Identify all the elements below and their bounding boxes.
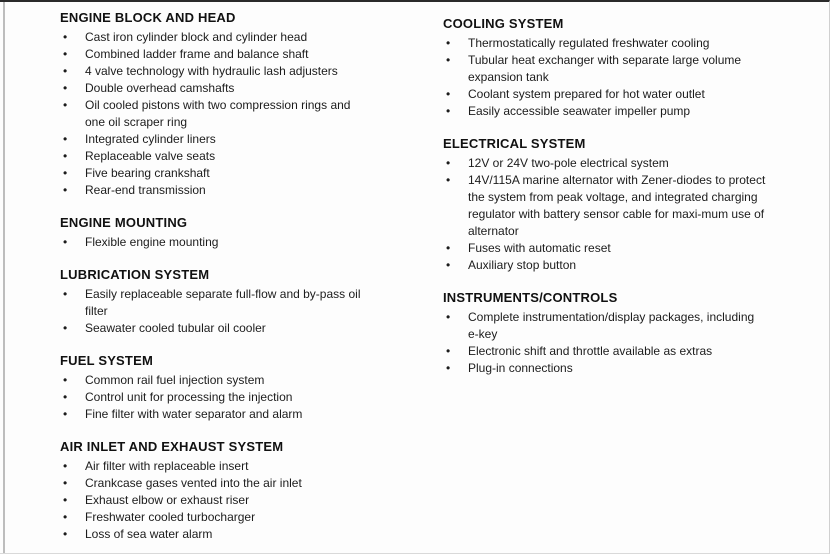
spec-list-item [60,182,372,199]
spec-item-text: Five bearing crankshaft [85,166,210,180]
bullet-marker-icon: • [63,493,68,507]
bullet-marker-icon: • [63,98,68,112]
spec-section-cooling-system [443,16,783,120]
bullet-marker-icon: • [63,287,68,301]
bullet-marker-icon: • [63,64,68,78]
bullet-marker-icon: • [63,321,68,335]
spec-item-text: Thermostatically regulated freshwater cooling [468,36,710,50]
bullet-marker-icon: • [63,47,68,61]
bullet-marker-icon: • [446,310,451,324]
spec-item-text: Fine filter with water separator and alarm [85,407,303,421]
spec-list-item [60,29,372,46]
spec-item-text: Auxiliary stop button [468,258,577,272]
spec-item-text: Double overhead camshafts [85,81,235,95]
section-item-list [443,155,783,274]
spec-item-text: Easily accessible seawater impeller pump [468,104,691,118]
spec-list-item [60,148,372,165]
bullet-marker-icon: • [446,36,451,50]
spec-list-item [60,320,372,337]
bullet-marker-icon: • [63,183,68,197]
spec-item-text: 14V/115A marine alternator with Zener-diodes to protect the system from peak voltage, and integrated charging regulator with battery sensor cable for maxi-mum use of alternator [468,173,766,238]
spec-list-item [443,103,768,120]
section-item-list [443,309,783,377]
section-heading: ELECTRICAL SYSTEM [443,136,586,151]
spec-column-left [60,10,443,554]
bullet-marker-icon: • [63,235,68,249]
bullet-marker-icon: • [63,510,68,524]
section-heading: INSTRUMENTS/CONTROLS [443,290,618,305]
spec-list-item [60,475,372,492]
bullet-marker-icon: • [63,527,68,541]
bullet-marker-icon: • [446,344,451,358]
spec-list-item [443,309,768,343]
section-heading: FUEL SYSTEM [60,353,153,368]
bullet-marker-icon: • [63,373,68,387]
spec-item-text: Rear-end transmission [85,183,206,197]
section-heading: AIR INLET AND EXHAUST SYSTEM [60,439,284,454]
spec-item-text: Replaceable valve seats [85,149,216,163]
spec-list-item [60,80,372,97]
spec-item-text: Freshwater cooled turbocharger [85,510,256,524]
spec-item-text: Loss of sea water alarm [85,527,213,541]
section-item-list [60,372,443,423]
spec-item-text: Easily replaceable separate full-flow and by-pass oil filter [85,287,361,318]
spec-item-text: 4 valve technology with hydraulic lash adjusters [85,64,338,78]
spec-section-instruments-controls [443,290,783,377]
section-item-list [60,234,443,251]
spec-item-text: Oil cooled pistons with two compression rings and one oil scraper ring [85,98,351,129]
section-item-list [443,35,783,120]
spec-list-item [60,63,372,80]
bullet-marker-icon: • [63,166,68,180]
spec-list-item [443,240,768,257]
spec-list-item [60,234,372,251]
section-heading: ENGINE BLOCK AND HEAD [60,10,236,25]
bullet-marker-icon: • [63,390,68,404]
bullet-marker-icon: • [446,104,451,118]
spec-section-fuel-system [60,353,443,423]
spec-section-lubrication-system [60,267,443,337]
section-item-list [60,29,443,199]
section-heading: COOLING SYSTEM [443,16,564,31]
section-item-list [60,458,443,543]
bullet-marker-icon: • [446,87,451,101]
spec-list-item [60,165,372,182]
spec-list-item [60,372,372,389]
spec-list-item [443,360,768,377]
spec-item-text: Control unit for processing the injection [85,390,293,404]
bullet-marker-icon: • [63,132,68,146]
spec-column-right [443,10,783,554]
section-item-list [60,286,443,337]
bullet-marker-icon: • [63,81,68,95]
spec-item-text: Electronic shift and throttle available as extras [468,344,713,358]
spec-list-item [443,35,768,52]
bullet-marker-icon: • [446,361,451,375]
spec-section-engine-block-and-head [60,10,443,199]
spec-section-air-inlet-and-exhaust-system [60,439,443,543]
spec-list-item [443,86,768,103]
spec-list-item [443,257,768,274]
spec-item-text: Tubular heat exchanger with separate large volume expansion tank [468,53,742,84]
spec-list-item [60,406,372,423]
spec-list-item [443,155,768,172]
spec-list-item [60,492,372,509]
spec-list-item [443,172,768,240]
section-heading: ENGINE MOUNTING [60,215,188,230]
bullet-marker-icon: • [63,476,68,490]
bullet-marker-icon: • [446,241,451,255]
spec-list-item [60,286,372,320]
spec-list-item [60,458,372,475]
spec-list-item [443,52,768,86]
spec-list-item [60,389,372,406]
left-page-rule [3,2,5,553]
spec-list-item [60,526,372,543]
bullet-marker-icon: • [446,53,451,67]
spec-item-text: Cast iron cylinder block and cylinder head [85,30,308,44]
spec-item-text: Plug-in connections [468,361,573,375]
spec-list-item [443,343,768,360]
bullet-marker-icon: • [63,149,68,163]
bullet-marker-icon: • [446,173,451,187]
spec-section-engine-mounting [60,215,443,251]
spec-item-text: Common rail fuel injection system [85,373,265,387]
spec-list-item [60,97,372,131]
spec-item-text: Integrated cylinder liners [85,132,216,146]
spec-columns [0,2,829,554]
spec-item-text: Flexible engine mounting [85,235,219,249]
bullet-marker-icon: • [446,258,451,272]
spec-list-item [60,509,372,526]
spec-item-text: Air filter with replaceable insert [85,459,249,473]
spec-section-electrical-system [443,136,783,274]
spec-item-text: Exhaust elbow or exhaust riser [85,493,250,507]
section-heading: LUBRICATION SYSTEM [60,267,210,282]
bullet-marker-icon: • [446,156,451,170]
spec-list-item [60,46,372,63]
bullet-marker-icon: • [63,459,68,473]
bullet-marker-icon: • [63,30,68,44]
spec-item-text: Seawater cooled tubular oil cooler [85,321,266,335]
spec-item-text: Coolant system prepared for hot water outlet [468,87,705,101]
spec-item-text: Combined ladder frame and balance shaft [85,47,309,61]
spec-list-item [60,131,372,148]
bullet-marker-icon: • [63,407,68,421]
spec-item-text: Crankcase gases vented into the air inlet [85,476,302,490]
spec-item-text: Complete instrumentation/display packages, including e-key [468,310,755,341]
spec-item-text: Fuses with automatic reset [468,241,611,255]
spec-item-text: 12V or 24V two-pole electrical system [468,156,669,170]
